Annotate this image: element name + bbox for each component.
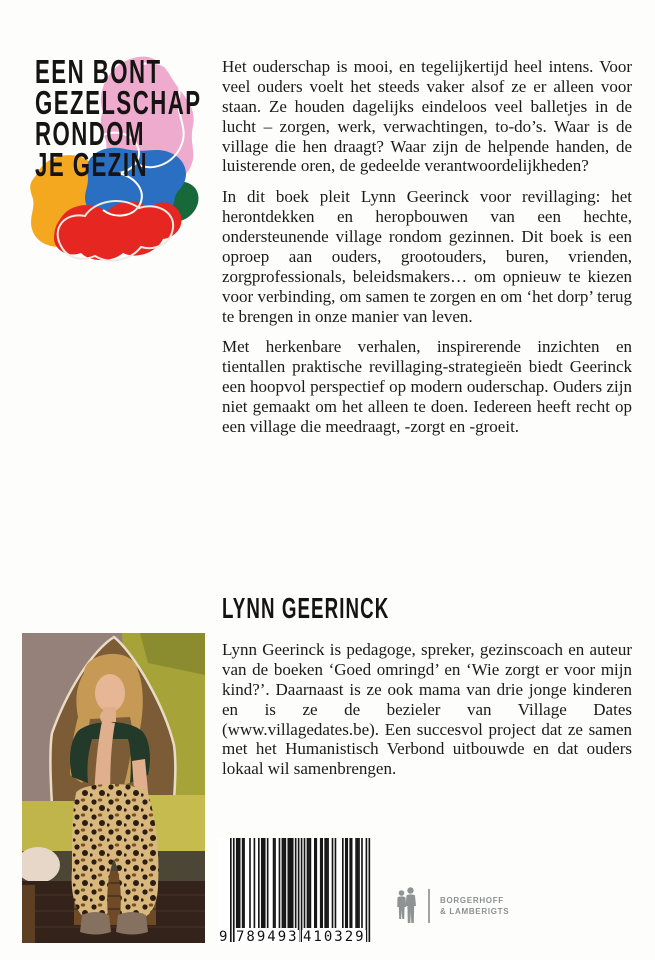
publisher-divider <box>428 889 430 923</box>
author-bio: Lynn Geerinck is pedagoge, spreker, gezinscoach en auteur van de boeken ‘Goed omringd’ en ‘Wie zorgt er voor mijn kind?’. Daarnaast is ze ook mama van drie jonge kinderen en is ze de bezieler van Village Dates (www.villagedates.be). Een succesvol project dat ze samen met het Humanistisch Verbond uitbouwde en dat ouders lokaal wil samenbrengen. <box>222 640 632 779</box>
cover-title-line-1: EEN BONT <box>35 53 162 91</box>
cover-title-line-3: RONDOM <box>35 115 146 153</box>
barcode-bars <box>218 838 372 945</box>
author-photo <box>22 633 205 943</box>
publisher-name <box>440 895 509 917</box>
blurb-paragraph-1: Het ouderschap is mooi, en tegelijkertijd heel intens. Voor veel ouders voelt het steeds vaker alsof ze er alleen voor staan. Ze houden dagelijks eindeloos veel balletjes in de lucht – zorgen, werk, verwachtingen, to-do’s. Waar is de village die hen draagt? Waar zijn de helpende handen, de luisterende oren, de gedeelde verantwoordelijkheden? <box>222 57 632 176</box>
blurb-paragraph-2: In dit boek pleit Lynn Geerinck voor revillaging: het herontdekken en heropbouwen van een hechte, ondersteunende village rondom gezinnen. Dit boek is een oproep aan ouders, grootouders, buren, vrienden, zorgprofessionals, beleidsmakers… om opnieuw te kiezen voor verbinding, om samen te zorgen en om ‘het dorp’ terug te brengen in onze manier van leven. <box>222 187 632 326</box>
barcode-digits-left: 789493 <box>236 929 299 945</box>
barcode-digit-lead: 9 <box>219 929 228 945</box>
publisher-figures-icon <box>396 886 418 926</box>
publisher-logo <box>396 884 509 928</box>
publisher-name-line-1: BORGERHOFF <box>440 895 504 905</box>
barcode-digits-right: 410329 <box>303 929 366 945</box>
author-name-heading: LYNN GEERINCK <box>222 591 390 625</box>
cover-title-line-2: GEZELSCHAP <box>35 84 202 122</box>
photo-boot-left <box>80 912 111 935</box>
isbn-barcode <box>218 838 372 944</box>
photo-face <box>95 674 125 712</box>
photo-boot-right <box>116 912 148 935</box>
back-cover-blurb <box>222 57 632 448</box>
blurb-paragraph-3: Met herkenbare verhalen, inspirerende inzichten en tientallen praktische revillaging-strategieën biedt Geerinck een hoopvol perspectief op modern ouderschap. Ouders zijn niet gemaakt om het alleen te doen. Iedereen heeft recht op een village die meedraagt, -zorgt en -groeit. <box>222 337 632 436</box>
cover-title-line-4: JE GEZIN <box>35 146 149 184</box>
blob-red <box>54 202 182 261</box>
publisher-name-line-2: & LAMBERIGTS <box>440 907 510 916</box>
